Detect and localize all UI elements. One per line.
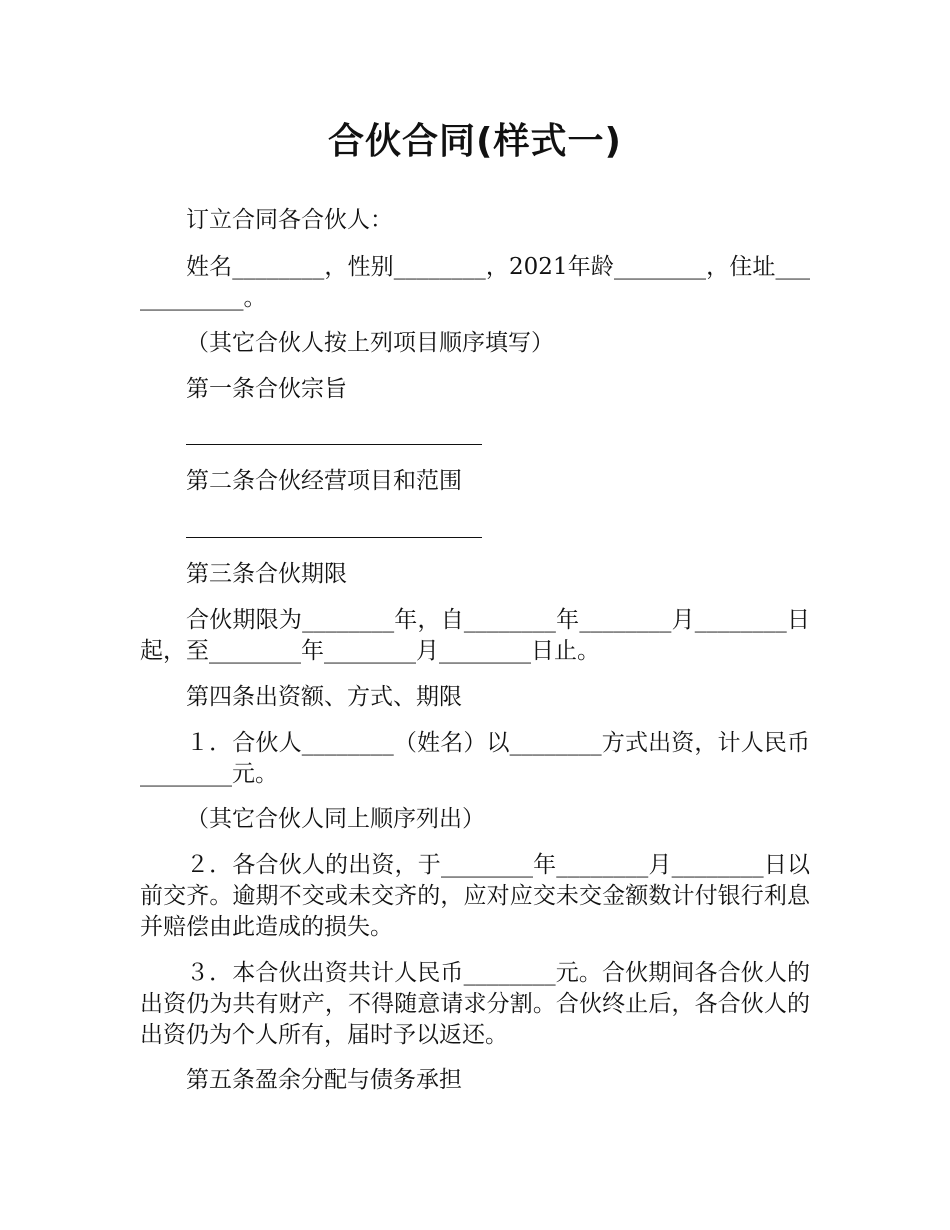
paragraph-other-parties-list-note: （其它合伙人同上顺序列出） <box>186 806 485 832</box>
article-1-blank-line <box>186 444 482 445</box>
paragraph-term: 合伙期限为________年，自________年________月________日起，至________年________月________日止。 <box>140 607 810 664</box>
article-1-heading: 第一条合伙宗旨 <box>186 376 347 402</box>
paragraph-party-info: 姓名________，性别________，2021年龄________，住址____________。 <box>140 254 810 311</box>
clause-4-2: ２．各合伙人的出资，于________年________月________日以前交齐。逾期不交或未交齐的，应对应交未交金额数计付银行利息并赔偿由此造成的损失。 <box>140 852 810 940</box>
article-4-heading: 第四条出资额、方式、期限 <box>186 684 462 710</box>
clause-4-3: ３．本合伙出资共计人民币________元。合伙期间各合伙人的出资仍为共有财产，不得随意请求分割。合伙终止后，各合伙人的出资仍为个人所有，届时予以返还。 <box>140 960 810 1048</box>
article-5-heading: 第五条盈余分配与债务承担 <box>186 1067 462 1093</box>
paragraph-other-parties-note: （其它合伙人按上列项目顺序填写） <box>186 330 554 356</box>
article-2-blank-line <box>186 537 482 538</box>
article-2-heading: 第二条合伙经营项目和范围 <box>186 468 462 494</box>
clause-4-1: １．合伙人________（姓名）以________方式出资，计人民币________元。 <box>140 730 810 787</box>
paragraph-parties-heading: 订立合同各合伙人： <box>186 207 393 233</box>
article-3-heading: 第三条合伙期限 <box>186 561 347 587</box>
document-title: 合伙合同(样式一) <box>328 121 622 162</box>
